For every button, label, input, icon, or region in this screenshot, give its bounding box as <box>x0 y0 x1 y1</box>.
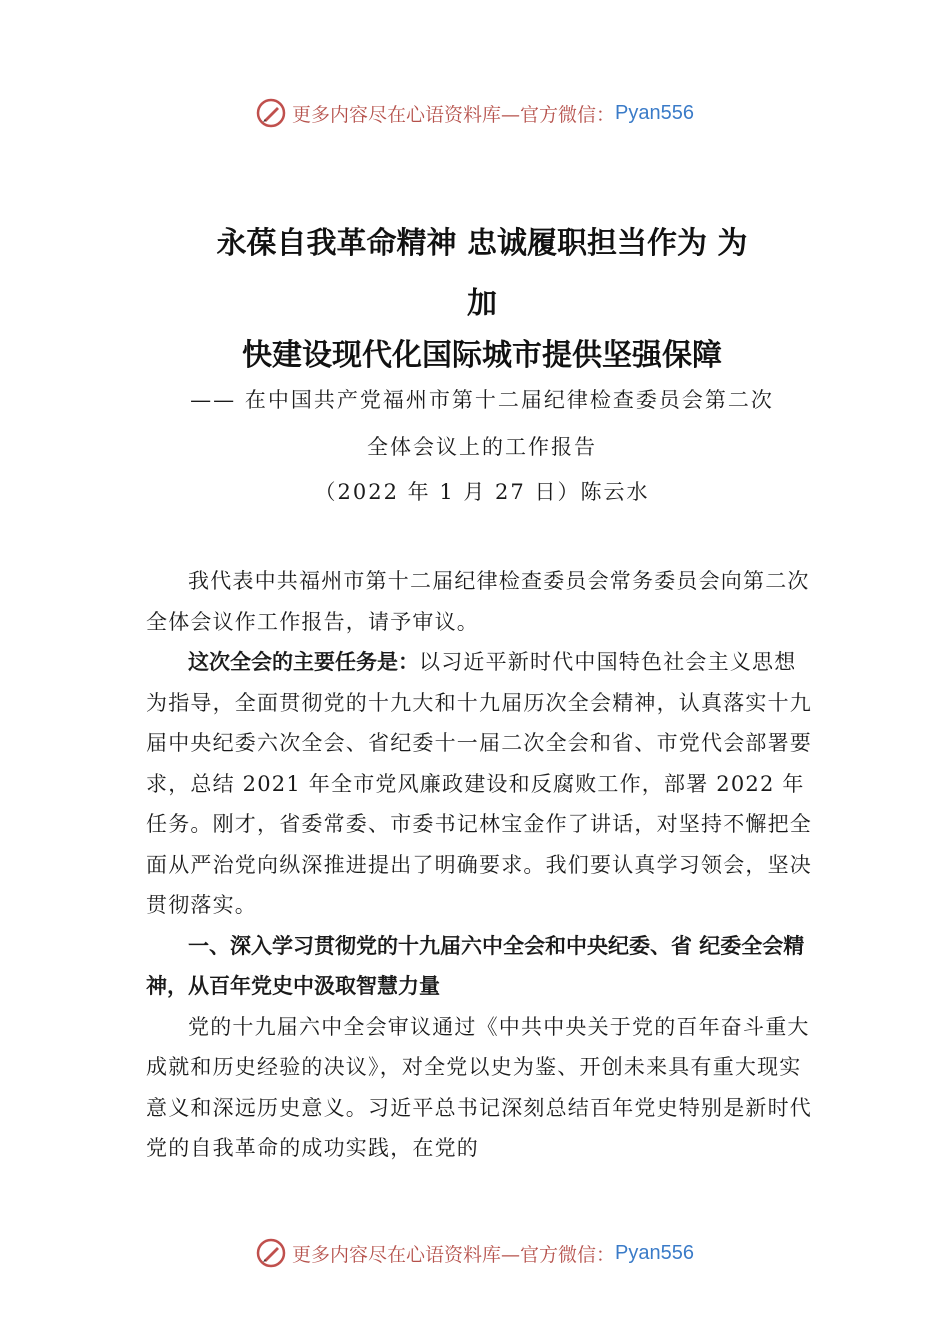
paragraph-tasks <box>146 642 818 926</box>
watermark-top <box>0 98 950 128</box>
watermark-text: 更多内容尽在心语资料库—官方微信： <box>292 1243 616 1266</box>
watermark-account: Pyan556 <box>615 101 694 124</box>
paragraph-section-1: 党的十九届六中全会审议通过《中共中央关于党的百年奋斗重大成就和历史经验的决议》，对全党以史为鉴、开创未来具有重大现实意义和深远历史意义。习近平总书记深刻总结百年党史特别是新时代党的自我革命的成功实践，在党的 <box>146 1014 812 1160</box>
subtitle-line-1: —— 在中国共产党福州市第十二届纪律检查委员会第二次 <box>190 388 774 412</box>
watermark-bottom <box>0 1238 950 1268</box>
subtitle-line-2: 全体会议上的工作报告 <box>367 435 597 459</box>
report-body <box>146 561 818 1169</box>
quill-logo-icon <box>256 1238 286 1268</box>
quill-logo-icon <box>256 98 286 128</box>
watermark-account: Pyan556 <box>615 1241 694 1264</box>
title-line-1: 永葆自我革命精神 忠诚履职担当作为 为 <box>216 226 748 261</box>
title-line-3: 快建设现代化国际城市提供坚强保障 <box>242 338 722 373</box>
title-line-2: 加 <box>467 286 497 321</box>
subtitle-date-author: （2022 年 1 月 27 日）陈云水 <box>314 480 650 504</box>
tasks-text: 以习近平新时代中国特色社会主义思想为指导，全面贯彻党的十九大和十九届历次全会精神，认真落实十九届中央纪委六次全会、省纪委十一届二次全会和省、市党代会部署要求，总结 2021 年全市党风廉政建设和反腐败工作，部署 2022 年任务。刚才，省委常委、市委书记林宝金作了讲话，对坚持不懈把全面从严治党向纵深推进提出了明确要求。我们要认真学习领会，坚决贯彻落实。 <box>146 650 812 917</box>
tasks-lead: 这次全会的主要任务是： <box>188 650 419 674</box>
paragraph-intro: 我代表中共福州市第十二届纪律检查委员会常务委员会向第二次全体会议作工作报告，请予审议。 <box>146 569 810 634</box>
watermark-text: 更多内容尽在心语资料库—官方微信： <box>292 103 616 126</box>
section-heading-1: 一、深入学习贯彻党的十九届六中全会和中央纪委、省 纪委全会精神，从百年党史中汲取智慧力量 <box>146 933 805 998</box>
